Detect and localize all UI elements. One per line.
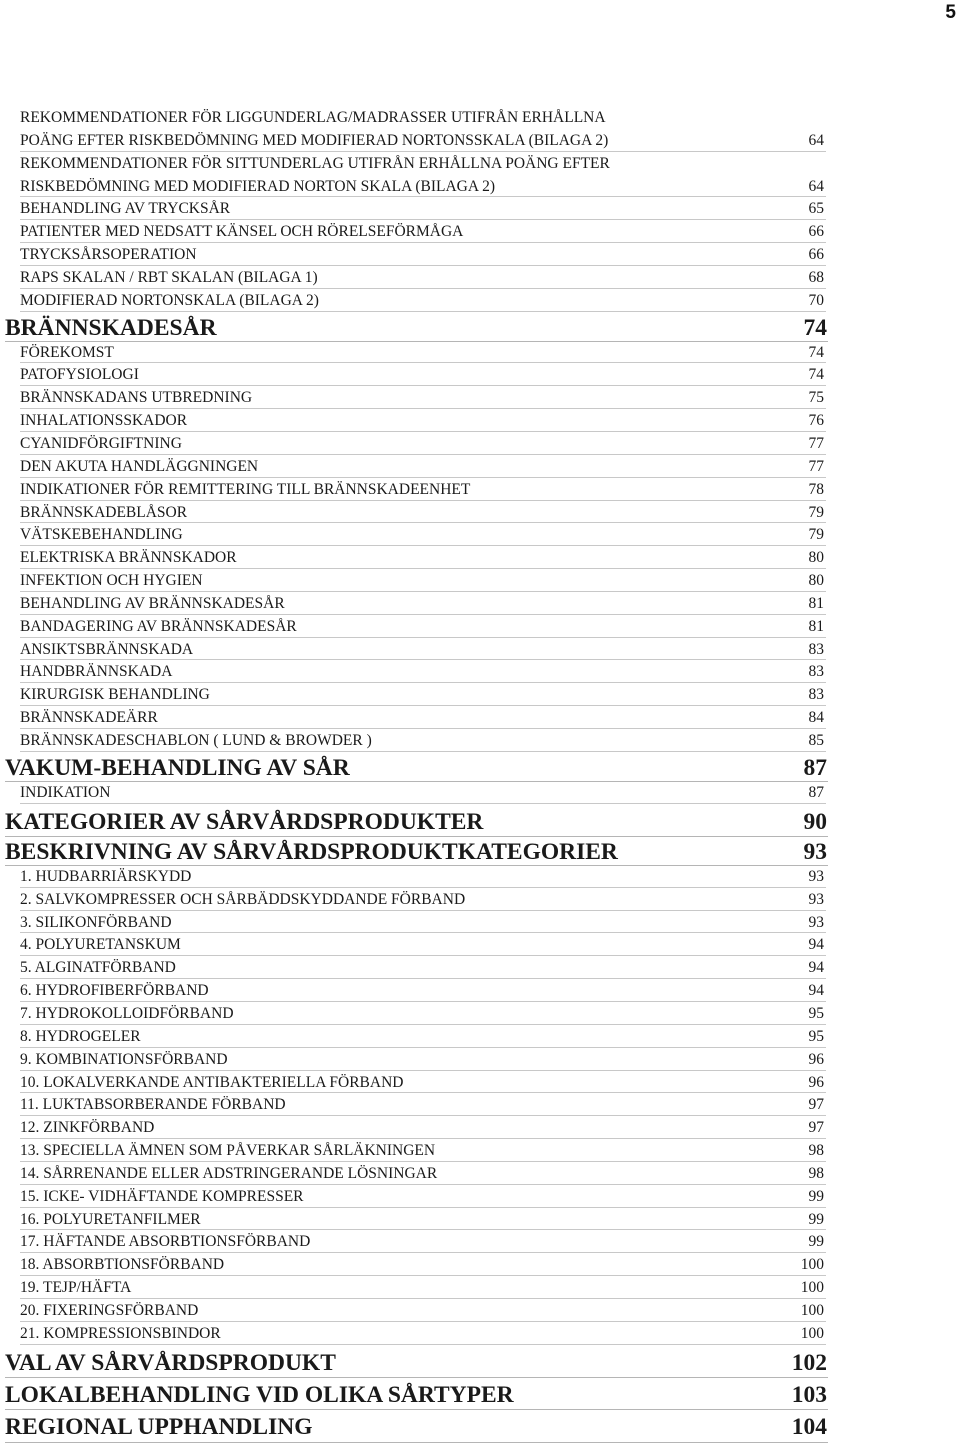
toc-entry[interactable] [0, 1072, 960, 1095]
toc-entry[interactable] [0, 707, 960, 730]
toc-entry-title: 12. ZINKFÖRBAND [20, 1119, 155, 1137]
toc-entry[interactable] [0, 1163, 960, 1186]
toc-section-heading[interactable] [0, 805, 960, 837]
toc-entry-title: VAL AV SÅRVÅRDSPRODUKT [5, 1349, 336, 1376]
toc-entry[interactable] [0, 1300, 960, 1323]
toc-entry[interactable] [0, 479, 960, 502]
toc-entry[interactable] [0, 364, 960, 387]
toc-entry[interactable] [0, 866, 960, 889]
toc-entry[interactable] [0, 244, 960, 267]
toc-entry-page: 100 [800, 1301, 824, 1319]
toc-entry-title: ELEKTRISKA BRÄNNSKADOR [20, 549, 237, 567]
toc-entry[interactable] [0, 1277, 960, 1300]
toc-entry-title: 2. SALVKOMPRESSER OCH SÅRBÄDDSKYDDANDE FÖRBAND [20, 890, 466, 908]
toc-section-heading[interactable] [0, 753, 960, 782]
toc-entry-title: 9. KOMBINATIONSFÖRBAND [20, 1050, 228, 1068]
toc-entry-page: 100 [800, 1256, 824, 1274]
toc-entry-page: 97 [808, 1119, 824, 1137]
toc-section-heading[interactable] [0, 1410, 960, 1442]
toc-entry[interactable] [0, 661, 960, 684]
toc-entry-title: BRÄNNSKADEBLÅSOR [20, 503, 188, 521]
toc-entry-title: 18. ABSORBTIONSFÖRBAND [20, 1256, 225, 1274]
toc-entry-title: 14. SÅRRENANDE ELLER ADSTRINGERANDE LÖSNINGAR [20, 1164, 438, 1182]
toc-entry-page: 96 [808, 1050, 824, 1068]
toc-entry[interactable] [0, 387, 960, 410]
toc-entry-page: 100 [800, 1279, 824, 1297]
toc-entry[interactable] [0, 684, 960, 707]
toc-entry-page: 103 [791, 1381, 827, 1408]
toc-entry-title: BEHANDLING AV BRÄNNSKADESÅR [20, 594, 285, 612]
toc-entry-title: KATEGORIER AV SÅRVÅRDSPRODUKTER [5, 808, 484, 835]
toc-entry[interactable] [0, 1231, 960, 1254]
toc-entry-title: VÄTSKEBEHANDLING [20, 526, 183, 544]
toc-entry-title: INDIKATIONER FÖR REMITTERING TILL BRÄNNSKADEENHET [20, 480, 471, 498]
toc-entry-title: INDIKATION [20, 783, 111, 801]
toc-entry[interactable] [0, 1026, 960, 1049]
toc-entry[interactable] [0, 433, 960, 456]
toc-entry-title: 6. HYDROFIBERFÖRBAND [20, 982, 209, 1000]
toc-entry[interactable] [0, 1117, 960, 1140]
toc-entry-title: 15. ICKE- VIDHÄFTANDE KOMPRESSER [20, 1187, 304, 1205]
toc-entry[interactable] [0, 456, 960, 479]
toc-entry-title: REKOMMENDATIONER FÖR SITTUNDERLAG UTIFRÅN ERHÅLLNA POÄNG EFTER [20, 154, 610, 172]
toc-entry-title: 4. POLYURETANSKUM [20, 936, 181, 954]
toc-entry-title: PATIENTER MED NEDSATT KÄNSEL OCH RÖRELSEFÖRMÅGA [20, 223, 464, 241]
toc-entry-title: VAKUM-BEHANDLING AV SÅR [5, 754, 350, 781]
toc-entry-title: RAPS SKALAN / RBT SKALAN (BILAGA 1) [20, 268, 318, 286]
toc-entry[interactable] [0, 889, 960, 912]
toc-entry-title: BRÄNNSKADESCHABLON ( LUND & BROWDER ) [20, 731, 372, 749]
toc-entry-page: 70 [808, 291, 824, 309]
toc-entry-title: INHALATIONSSKADOR [20, 412, 188, 430]
toc-entry-page: 97 [808, 1096, 824, 1114]
toc-entry-page: 85 [808, 731, 824, 749]
toc-entry-page: 75 [808, 389, 824, 407]
toc-entry-page: 98 [808, 1142, 824, 1160]
toc-entry[interactable] [0, 198, 960, 221]
toc-entry-page: 64 [808, 177, 824, 195]
toc-entry-title: 10. LOKALVERKANDE ANTIBAKTERIELLA FÖRBAND [20, 1073, 404, 1091]
toc-entry-title: 7. HYDROKOLLOIDFÖRBAND [20, 1004, 234, 1022]
toc-entry-page: 87 [803, 754, 827, 781]
toc-entry[interactable] [0, 957, 960, 980]
page-number: 5 [945, 2, 956, 23]
toc-entry-title: DEN AKUTA HANDLÄGGNINGEN [20, 457, 259, 475]
toc-section-heading[interactable] [0, 1346, 960, 1378]
toc-entry-title: BRÄNNSKADANS UTBREDNING [20, 389, 253, 407]
toc-entry-page: 93 [808, 913, 824, 931]
toc-entry-title: 21. KOMPRESSIONSBINDOR [20, 1324, 221, 1342]
toc-entry-page: 99 [808, 1233, 824, 1251]
toc-entry[interactable] [0, 221, 960, 244]
toc-entry-page: 83 [808, 640, 824, 658]
toc-entry[interactable] [0, 502, 960, 525]
toc-entry-title: 1. HUDBARRIÄRSKYDD [20, 867, 192, 885]
toc-entry-title: INFEKTION OCH HYGIEN [20, 572, 203, 590]
toc-entry-page: 80 [808, 572, 824, 590]
toc-entry-page: 68 [808, 268, 824, 286]
toc-entry-title: 3. SILIKONFÖRBAND [20, 913, 172, 931]
toc-entry-page: 66 [808, 223, 824, 241]
toc-entry-page: 79 [808, 503, 824, 521]
toc-entry-page: 84 [808, 709, 824, 727]
toc-entry[interactable] [0, 410, 960, 433]
toc-entry-title: 13. SPECIELLA ÄMNEN SOM PÅVERKAR SÅRLÄKNINGEN [20, 1142, 436, 1160]
toc-entry-page: 96 [808, 1073, 824, 1091]
toc-entry-title: LOKALBEHANDLING VID OLIKA SÅRTYPER [5, 1381, 514, 1408]
toc-entry[interactable] [0, 1323, 960, 1346]
toc-entry-page: 94 [808, 982, 824, 1000]
toc-entry-page: 80 [808, 549, 824, 567]
toc-entry-page: 78 [808, 480, 824, 498]
toc-entry-title: ANSIKTSBRÄNNSKADA [20, 640, 194, 658]
toc-entry[interactable] [0, 153, 960, 176]
toc-entry-page: 100 [800, 1324, 824, 1342]
toc-entry-title: 16. POLYURETANFILMER [20, 1210, 201, 1228]
toc-entry-page: 99 [808, 1210, 824, 1228]
toc-entry[interactable] [0, 980, 960, 1003]
toc-entry-title: BRÄNNSKADESÅR [5, 314, 217, 341]
toc-entry-title: 5. ALGINATFÖRBAND [20, 959, 176, 977]
toc-entry-page: 83 [808, 686, 824, 704]
toc-entry-title: 11. LUKTABSORBERANDE FÖRBAND [20, 1096, 286, 1114]
toc-entry-page: 76 [808, 412, 824, 430]
toc-entry-page: 83 [808, 663, 824, 681]
toc-entry-title: BESKRIVNING AV SÅRVÅRDSPRODUKTKATEGORIER [5, 838, 618, 865]
toc-entry[interactable] [0, 639, 960, 662]
toc-entry-page: 77 [808, 434, 824, 452]
toc-entry-page: 77 [808, 457, 824, 475]
toc-entry-title: PATOFYSIOLOGI [20, 366, 139, 384]
toc-entry[interactable] [0, 593, 960, 616]
toc-entry[interactable] [0, 130, 960, 153]
toc-entry-page: 95 [808, 1004, 824, 1022]
toc-entry[interactable] [0, 616, 960, 639]
toc-entry-page: 94 [808, 959, 824, 977]
toc-entry[interactable] [0, 342, 960, 365]
toc-entry-page: 74 [808, 343, 824, 361]
toc-entry-page: 93 [808, 867, 824, 885]
toc-entry-title: KIRURGISK BEHANDLING [20, 686, 210, 704]
toc-entry[interactable] [0, 524, 960, 547]
toc-entry[interactable] [0, 1209, 960, 1232]
toc-entry-page: 95 [808, 1027, 824, 1045]
toc-entry[interactable] [0, 267, 960, 290]
toc-entry-title: FÖREKOMST [20, 343, 114, 361]
toc-entry-page: 99 [808, 1187, 824, 1205]
toc-entry-page: 81 [808, 594, 824, 612]
toc-entry-page: 90 [803, 808, 827, 835]
toc-entry[interactable] [0, 1094, 960, 1117]
toc-entry-page: 93 [808, 890, 824, 908]
toc-entry-title: 17. HÄFTANDE ABSORBTIONSFÖRBAND [20, 1233, 311, 1251]
toc-entry[interactable] [0, 1003, 960, 1026]
toc-entry[interactable] [0, 1049, 960, 1072]
toc-section-heading[interactable] [0, 1378, 960, 1410]
toc-entry[interactable] [0, 730, 960, 753]
toc-entry-title: RISKBEDÖMNING MED MODIFIERAD NORTON SKALA (BILAGA 2) [20, 177, 495, 195]
toc-entry-title: 20. FIXERINGSFÖRBAND [20, 1301, 199, 1319]
toc-entry-page: 104 [791, 1414, 827, 1441]
toc-entry-page: 98 [808, 1164, 824, 1182]
toc-entry-page: 74 [803, 314, 827, 341]
toc-entry[interactable] [0, 107, 960, 130]
toc-entry[interactable] [0, 912, 960, 935]
toc-entry-page: 81 [808, 617, 824, 635]
toc-entry-title: 19. TEJP/HÄFTA [20, 1279, 132, 1297]
toc-entry-title: 8. HYDROGELER [20, 1027, 141, 1045]
toc-entry-page: 74 [808, 366, 824, 384]
toc-entry[interactable] [0, 1186, 960, 1209]
toc-entry[interactable] [0, 176, 960, 199]
toc-entry-page: 93 [803, 838, 827, 865]
toc-entry-page: 102 [791, 1349, 827, 1376]
toc-section-heading[interactable] [0, 313, 960, 342]
toc-entry[interactable] [0, 934, 960, 957]
toc-entry-title: BRÄNNSKADEÄRR [20, 709, 158, 727]
toc-entry[interactable] [0, 782, 960, 805]
toc-entry-title: HANDBRÄNNSKADA [20, 663, 173, 681]
toc-entry-page: 94 [808, 936, 824, 954]
toc-entry-page: 79 [808, 526, 824, 544]
toc-entry[interactable] [0, 1254, 960, 1277]
table-of-contents [0, 107, 960, 1443]
toc-entry-page: 64 [808, 131, 824, 149]
toc-section-heading[interactable] [0, 837, 960, 866]
toc-entry-page: 65 [808, 200, 824, 218]
toc-entry-title: TRYCKSÅRSOPERATION [20, 246, 197, 264]
toc-entry-title: MODIFIERAD NORTONSKALA (BILAGA 2) [20, 291, 319, 309]
toc-entry-title: POÄNG EFTER RISKBEDÖMNING MED MODIFIERAD NORTONSSKALA (BILAGA 2) [20, 131, 609, 149]
toc-entry-page: 66 [808, 246, 824, 264]
toc-entry-title: REGIONAL UPPHANDLING [5, 1414, 313, 1441]
toc-entry[interactable] [0, 1140, 960, 1163]
toc-entry-title: REKOMMENDATIONER FÖR LIGGUNDERLAG/MADRASSER UTIFRÅN ERHÅLLNA [20, 109, 606, 126]
toc-entry-title: BANDAGERING AV BRÄNNSKADESÅR [20, 617, 297, 635]
toc-entry[interactable] [0, 547, 960, 570]
toc-entry-title: BEHANDLING AV TRYCKSÅR [20, 200, 231, 218]
toc-entry[interactable] [0, 290, 960, 313]
toc-entry-title: CYANIDFÖRGIFTNING [20, 434, 182, 452]
toc-entry[interactable] [0, 570, 960, 593]
toc-entry-page: 87 [808, 783, 824, 801]
